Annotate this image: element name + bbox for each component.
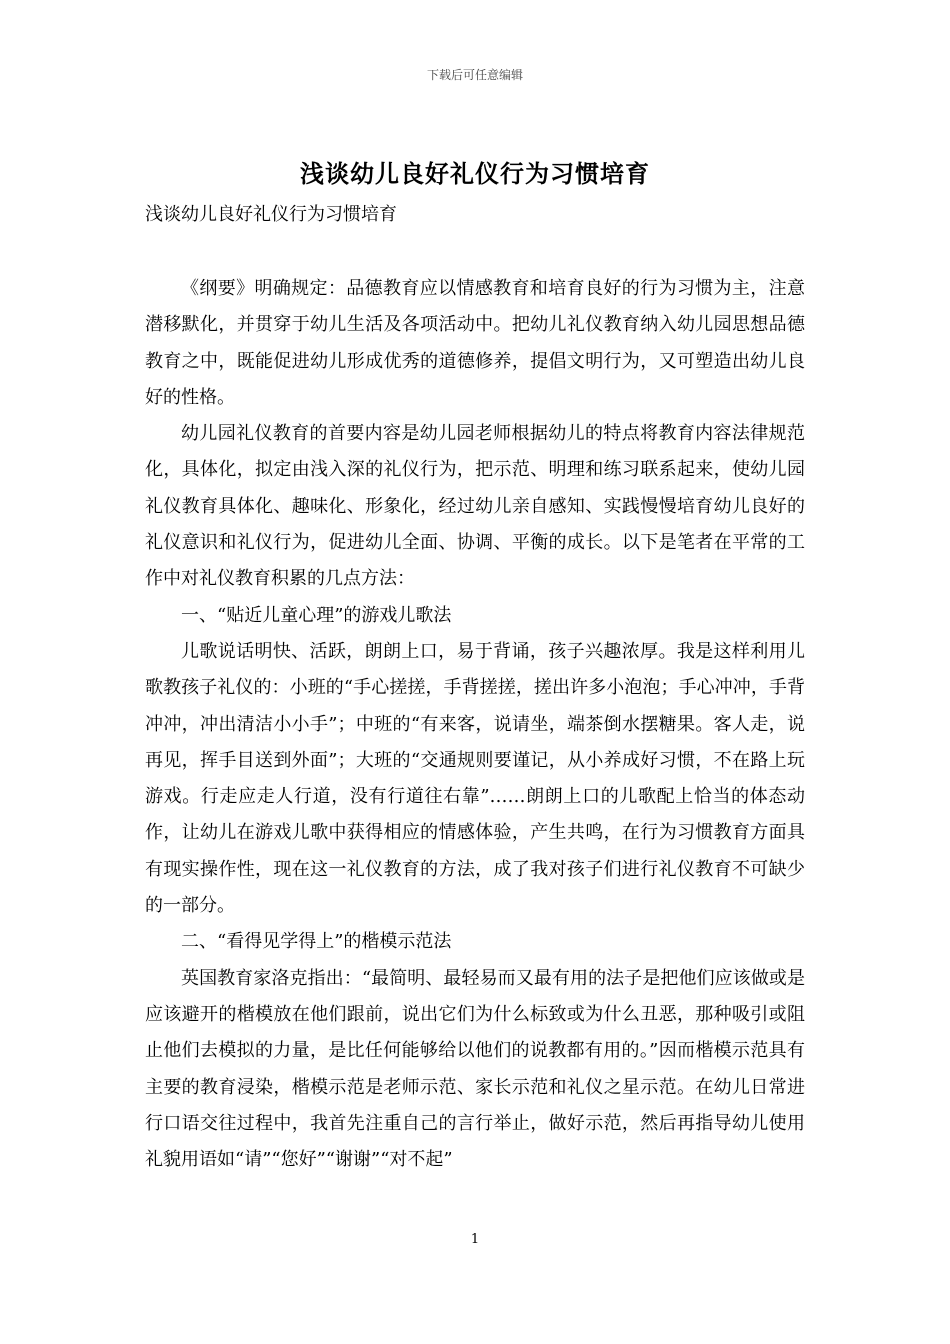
section-heading-2: 二、“看得见学得上”的楷模示范法 [181, 931, 452, 953]
document-subtitle: 浅谈幼儿良好礼仪行为习惯培育 [145, 204, 397, 225]
document-title: 浅谈幼儿良好礼仪行为习惯培育 [300, 159, 650, 188]
page-number: 1 [470, 1232, 480, 1247]
paragraph-4: 英国教育家洛克指出：“最简明、最轻易而又最有用的法子是把他们应该做或是应该避开的楷模放在他们跟前，说出它们为什么标致或为什么丑恶，那种吸引或阻止他们去模拟的力量，是比任何能够给以他们的说教都有用的。”因而楷模示范具有主要的教育浸染，楷模示范是老师示范、家长示范和礼仪之星示范。在幼儿日常进行口语交往过程中，我首先注重自己的言行举止，做好示范，然后再指导幼儿使用礼貌用语如“请”“您好”“谢谢”“对不起” [145, 967, 805, 1171]
document-body [145, 271, 805, 1178]
page-header: 下载后可任意编辑 [426, 68, 523, 82]
paragraph-1: 《纲要》明确规定：品德教育应以情感教育和培育良好的行为习惯为主，注意潜移默化，并贯穿于幼儿生活及各项活动中。把幼儿礼仪教育纳入幼儿园思想品德教育之中，既能促进幼儿形成优秀的道德修养，提倡文明行为，又可塑造出幼儿良好的性格。 [145, 278, 805, 408]
paragraph-2: 幼儿园礼仪教育的首要内容是幼儿园老师根据幼儿的特点将教育内容法律规范化，具体化，拟定由浅入深的礼仪行为，把示范、明理和练习联系起来，使幼儿园礼仪教育具体化、趣味化、形象化，经过幼儿亲自感知、实践慢慢培育幼儿良好的礼仪意识和礼仪行为，促进幼儿全面、协调、平衡的成长。以下是笔者在平常的工作中对礼仪教育积累的几点方法： [145, 423, 805, 590]
paragraph-3: 儿歌说话明快、活跃，朗朗上口，易于背诵，孩子兴趣浓厚。我是这样利用儿歌教孩子礼仪的：小班的“手心搓搓，手背搓搓，搓出许多小泡泡；手心冲冲，手背冲冲，冲出清洁小小手”；中班的“有来客，说请坐，端茶倒水摆糖果。客人走，说再见，挥手目送到外面”；大班的“交通规则要谨记，从小养成好习惯，不在路上玩游戏。行走应走人行道，没有行道往右靠”……朗朗上口的儿歌配上恰当的体态动作，让幼儿在游戏儿歌中获得相应的情感体验，产生共鸣，在行为习惯教育方面具有现实操作性，现在这一礼仪教育的方法，成了我对孩子们进行礼仪教育不可缺少的一部分。 [145, 640, 805, 917]
section-heading-1: 一、“贴近儿童心理”的游戏儿歌法 [181, 604, 452, 626]
